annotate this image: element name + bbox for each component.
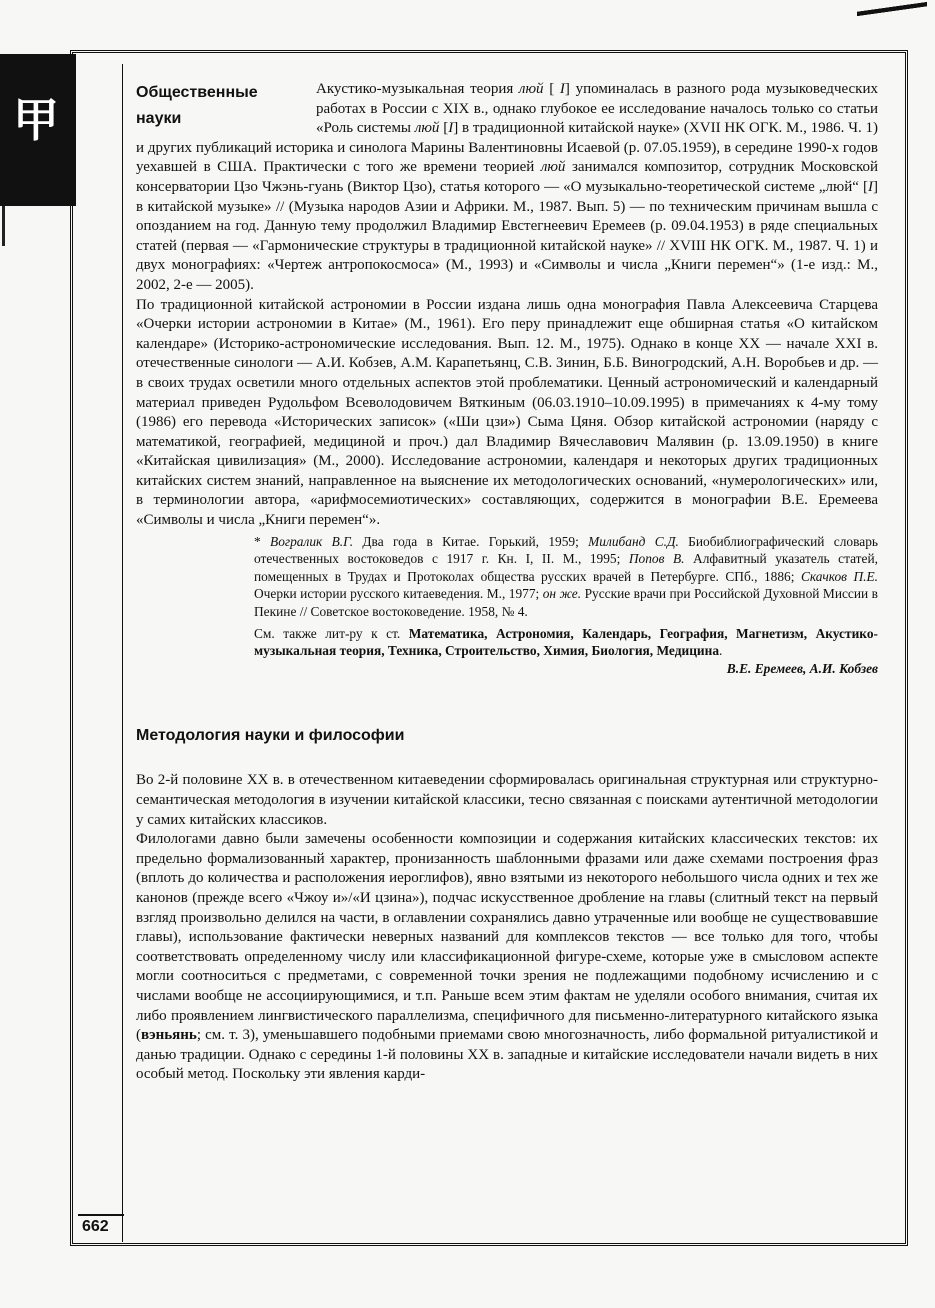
bibliography [254, 533, 878, 621]
page-corner-mark [857, 0, 927, 16]
text-fragment: Филологами давно были замечены особенности композиции и содержания китайских классических текстов: их предельно формализованный характер, пронизанность шаблонными фразами или даже схемами построения фраз (вплоть до количества и расположения иероглифов), явно взятыми из некоторого небольшого числа одних и тех же канонов (прежде всего «Чжоу и»/«И цзина»), подчас искусственное дробление на главы (слитный текст на первый взгляд произвольно делился на части, в оглавлении сохранялись давно утраченные или вообще не существовавшие главы), использование фактически неверных названий для комплексов текстов — все только для того, чтобы соответствовать определенному числу или классификационной фигуре-схеме, которые уже в смысловом аспекте могли соотноситься с предметами, с современной точки зрения не подлежащими подобному исчислению и с числами вообще не ассоциирующимися, и т.п. Раньше всем этим фактам не уделяли особого внимания, считая их либо проявлением лингвистического параллелизма, специфичного для письменно-литературного китайского языка ( [136, 831, 878, 1044]
section-methodology [136, 723, 878, 1085]
text-fragment: занимался композитор, сотрудник Московской консерватории Цзо Чжэнь-гуань (Виктор Цзо), статья которого — «О музыкально-теоретической системе „люй“ [ [136, 159, 878, 195]
section-title-social-sciences: Общественные науки [136, 84, 258, 127]
ref-author: Вогралик В.Г. [270, 533, 354, 549]
article-authors: В.Е. Еремеев, А.И. Кобзев [726, 660, 878, 676]
ref-author: он же. [542, 586, 582, 602]
ref-text: Очерки истории русского китаеведения. М., 1977; [254, 586, 543, 602]
tone-mark: I [448, 120, 454, 137]
paragraph-astronomy: По традиционной китайской астрономии в России издана лишь одна монография Павла Алексеевича Старцева «Очерки истории астрономии в Китае» (М., 1961). Его перу принадлежит еще обширная статья «О китайском календаре» (Историко-астрономические исследования. Вып. 12. М., 1975). Однако в конце XX — начале XXI в. отечественные синологи — А.И. Кобзев, А.М. Карапетьянц, С.В. Зинин, Б.Б. Виногродский, А.Н. Воробьев и др. — в своих трудах осветили много отдельных аспектов этой проблематики. Ценный астрономический и календарный материал приведен Рудольфом Всеволодовичем Вяткиным (06.03.1910–10.09.1995) в примечаниях к 4-му тому (1986) его перевода «Исторических записок» («Ши цзи») Сыма Цяня. Обзор китайской астрономии (наряду с математикой, географией, медициной и проч.) дал Владимир Вячеславович Малявин (р. 13.09.1950) в книге «Китайская цивилизация» (М., 2000). Исследование астрономии, календаря и некоторых других традиционных китайских систем знаний, направленное на выяснение их методологических оснований, «нумерологических» или, в терминологии автора, «арифмосемиотических» составляющих, содержится в монографии В.Е. Еремеева «Символы и числа „Книги перемен“». [136, 296, 878, 529]
ref-author: Попов В. [628, 551, 685, 567]
term-lyui: люй [540, 159, 566, 176]
paragraph-methodology-intro: Во 2-й половине XX в. в отечественном китаеведении сформировалась оригинальная структурная или структурно-семантическая методология в изучении китайской классики, тесно связанная с поисками аутентичной методологии у самих китайских классиков. [136, 772, 878, 828]
ref-author: Милибанд С.Д. [588, 533, 679, 549]
side-rule [2, 206, 5, 246]
footnote-star: * [254, 533, 271, 549]
term-wenyan: вэньянь [141, 1027, 197, 1044]
ref-text: Два года в Китае. Горький, 1959; [353, 533, 589, 549]
ref-text: Биобиблиографический словарь отечественных востоковедов с 1917 г. Кн. I, II. М., 1995; [254, 533, 878, 567]
ref-author: Скачков П.Е. [800, 568, 878, 584]
section-thumb-tab [0, 54, 76, 206]
see-also [254, 625, 878, 660]
tone-mark: I [868, 178, 873, 195]
text-fragment: [ [543, 81, 560, 97]
text-fragment: [ [439, 120, 449, 137]
see-also-prefix: См. также лит-ру к ст. [254, 625, 409, 641]
text-fragment: ] в традиционной китайской науке» (XVII НК ОГК. М., 1986. Ч. 1) и других публикаций историка и синолога Марины Валентиновны Исаевой (р. 07.05.1959), в середине 1990-х годов уехавшей в США. Практически с того же времени теорией [136, 120, 878, 176]
text-fragment: ] в китайской музыке» // (Музыка народов Азии и Африки. М., 1987. Вып. 5) — по техническим причинам вышла с опозданием на год. Данную тему продолжил Владимир Евстегнеевич Еремеев (р. 09.04.1953) в ряде специальных статей (первая — «Гармонические структуры в традиционной китайской науке» // XVIII НК ОГК. М., 1987. Ч. 1) и двух монографиях: «Чертеж антропокосмоса» (М., 1993) и «Символы и числа „Книги перемен“» (1-е изд.: М., 2002, 2-е — 2005). [136, 178, 878, 293]
ref-text: Алфавитный указатель статей, помещенных в Трудах и Протоколах общества русских врачей в Петербурге. СПб., 1886; [254, 551, 878, 584]
term-lyui: люй [414, 120, 440, 137]
frame-margin-column [78, 64, 123, 1242]
page-content [136, 80, 878, 1085]
ref-text: Русские врачи при Российской Духовной Миссии в Пекине // Советское востоковедение. 1958, № 4. [254, 586, 878, 620]
paragraph-classical-texts [136, 830, 878, 1085]
section-title-methodology: Методология науки и философии [136, 727, 405, 745]
tone-mark: I [559, 81, 565, 97]
term-lyui: люй [518, 81, 544, 97]
section-social-sciences [136, 80, 878, 677]
see-also-list[interactable]: Математика, Астрономия, Календарь, География, Магнетизм, Акустико-музыкальная теория, Техника, Строительство, Химия, Биология, Медицина [254, 625, 878, 659]
text-fragment: Акустико-музыкальная теория [316, 81, 519, 97]
page-number: 662 [82, 1218, 109, 1235]
text-fragment: ; см. т. 3), уменьшавшего подобными приемами свою многозначность, либо формальной ритуалистикой и данью традиции. Однако с середины 1-й половины XX в. западные и китайские исследователи начали видеть в них особый метод. Поскольку эти явления карди- [136, 1027, 878, 1083]
thumb-tab-glyph: 甲 [13, 93, 59, 147]
see-also-end: . [719, 643, 723, 659]
text-fragment: ] упоминалась в разного рода музыковедческих работах в России с XIX в., однако глубокое ее исследование началось только со статьи «Роль системы [316, 81, 878, 137]
